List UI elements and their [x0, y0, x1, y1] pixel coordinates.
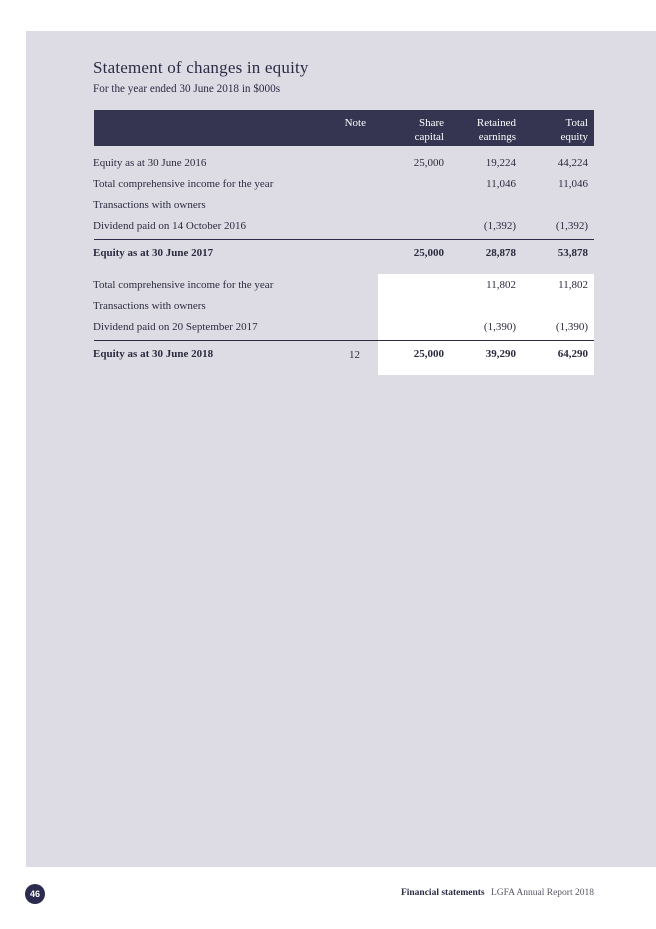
row-label: Transactions with owners [93, 300, 206, 312]
row-label: Dividend paid on 20 September 2017 [93, 321, 258, 333]
subtotal-rule [94, 239, 594, 240]
note-cell: 12 [349, 349, 360, 361]
footer-section: Financial statements [400, 888, 485, 898]
header-share-capital: Share capital [414, 117, 444, 143]
table-row [93, 276, 594, 294]
retained-earnings-cell: 11,802 [486, 279, 516, 291]
table-header [94, 110, 594, 146]
share-capital-cell: 25,000 [413, 348, 444, 360]
page-number-badge: 46 [25, 884, 45, 904]
table-row [93, 297, 594, 315]
total-equity-cell: (1,392) [555, 220, 588, 232]
total-equity-cell: 11,802 [558, 279, 588, 291]
header-total-equity: Total equity [560, 117, 588, 143]
subtotal-rule [94, 340, 594, 341]
table-row-total [93, 345, 594, 363]
footer-report: LGFA Annual Report 2018 [490, 888, 594, 898]
share-capital-cell: 25,000 [413, 157, 444, 169]
table-row [93, 217, 594, 235]
table-row [93, 175, 594, 193]
row-label: Dividend paid on 14 October 2016 [93, 220, 247, 232]
total-equity-cell: 11,046 [558, 178, 588, 190]
row-label: Equity as at 30 June 2016 [93, 157, 207, 169]
page-subtitle: For the year ended 30 June 2018 in $000s [93, 83, 281, 95]
page-footer [401, 888, 594, 898]
retained-earnings-cell: 39,290 [485, 348, 516, 360]
row-label: Equity as at 30 June 2017 [93, 247, 214, 259]
total-equity-cell: 64,290 [557, 348, 588, 360]
total-equity-cell: 53,878 [557, 247, 588, 259]
share-capital-cell: 25,000 [413, 247, 444, 259]
retained-earnings-cell: 19,224 [485, 157, 516, 169]
total-equity-cell: 44,224 [557, 157, 588, 169]
retained-earnings-cell: 11,046 [486, 178, 516, 190]
row-label: Total comprehensive income for the year [93, 178, 274, 190]
table-row [93, 196, 594, 214]
table-row-total [93, 244, 594, 262]
header-retained-earnings: Retained earnings [476, 117, 516, 143]
row-label: Transactions with owners [93, 199, 206, 211]
total-equity-cell: (1,390) [555, 321, 588, 333]
retained-earnings-cell: (1,390) [483, 321, 516, 333]
table-row [93, 154, 594, 172]
page-title: Statement of changes in equity [93, 58, 309, 77]
header-note: Note [344, 117, 366, 129]
row-label: Total comprehensive income for the year [93, 279, 274, 291]
retained-earnings-cell: (1,392) [483, 220, 516, 232]
table-row [93, 318, 594, 336]
row-label: Equity as at 30 June 2018 [93, 348, 214, 360]
retained-earnings-cell: 28,878 [485, 247, 516, 259]
